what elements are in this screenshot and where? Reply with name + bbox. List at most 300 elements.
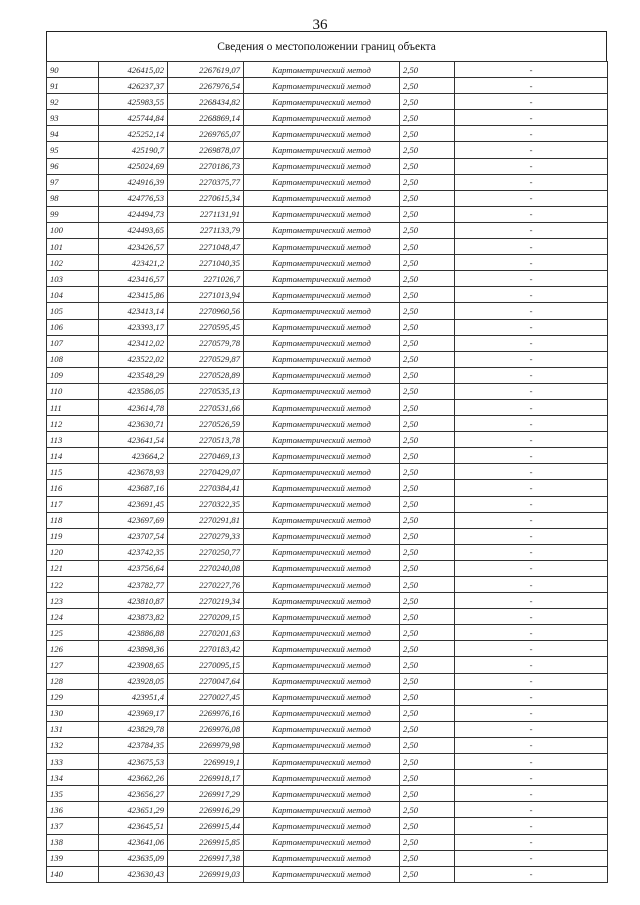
coordinate-x: 423873,82: [99, 609, 168, 625]
coordinate-x: 423426,57: [99, 239, 168, 255]
point-description: -: [455, 416, 608, 432]
coordinate-y: 2268869,14: [168, 110, 244, 126]
point-description: -: [455, 689, 608, 705]
coordinate-x: 423412,02: [99, 335, 168, 351]
point-number: 113: [47, 432, 99, 448]
determination-method: Картометрический метод: [244, 609, 400, 625]
table-row: [47, 190, 608, 206]
coordinate-y: 2270183,42: [168, 641, 244, 657]
coordinate-x: 423651,29: [99, 802, 168, 818]
determination-method: Картометрический метод: [244, 721, 400, 737]
point-number: 139: [47, 850, 99, 866]
coordinate-x: 423928,05: [99, 673, 168, 689]
determination-method: Картометрический метод: [244, 94, 400, 110]
coordinate-y: 2269878,07: [168, 142, 244, 158]
table-row: [47, 110, 608, 126]
coordinate-y: 2271133,79: [168, 222, 244, 238]
table-row: [47, 287, 608, 303]
point-number: 108: [47, 351, 99, 367]
coordinate-x: 423548,29: [99, 367, 168, 383]
table-row: [47, 705, 608, 721]
point-number: 104: [47, 287, 99, 303]
table-row: [47, 383, 608, 399]
table-row: [47, 737, 608, 753]
coordinate-y: 2271040,35: [168, 255, 244, 271]
coordinate-y: 2270960,56: [168, 303, 244, 319]
point-description: -: [455, 399, 608, 415]
accuracy-value: 2,50: [400, 818, 455, 834]
point-description: -: [455, 850, 608, 866]
table-row: [47, 335, 608, 351]
coordinate-y: 2270528,89: [168, 367, 244, 383]
table-row: [47, 496, 608, 512]
table-row: [47, 432, 608, 448]
table-row: [47, 528, 608, 544]
accuracy-value: 2,50: [400, 174, 455, 190]
point-number: 95: [47, 142, 99, 158]
coordinate-x: 425252,14: [99, 126, 168, 142]
coordinate-y: 2269918,17: [168, 770, 244, 786]
point-description: -: [455, 560, 608, 576]
point-description: -: [455, 271, 608, 287]
coordinate-y: 2270250,77: [168, 544, 244, 560]
table-row: [47, 689, 608, 705]
coordinate-y: 2269917,29: [168, 786, 244, 802]
determination-method: Картометрический метод: [244, 593, 400, 609]
table-row: [47, 786, 608, 802]
accuracy-value: 2,50: [400, 593, 455, 609]
coordinate-y: 2270595,45: [168, 319, 244, 335]
table-row: [47, 593, 608, 609]
determination-method: Картометрический метод: [244, 754, 400, 770]
point-description: -: [455, 834, 608, 850]
table-row: [47, 271, 608, 287]
coordinate-x: 423664,2: [99, 448, 168, 464]
coordinate-x: 423756,64: [99, 560, 168, 576]
accuracy-value: 2,50: [400, 271, 455, 287]
point-description: -: [455, 770, 608, 786]
table-row: [47, 126, 608, 142]
coordinate-y: 2270027,45: [168, 689, 244, 705]
point-description: -: [455, 673, 608, 689]
accuracy-value: 2,50: [400, 786, 455, 802]
point-description: -: [455, 737, 608, 753]
point-description: -: [455, 641, 608, 657]
point-number: 96: [47, 158, 99, 174]
coordinate-y: 2270186,73: [168, 158, 244, 174]
table-row: [47, 641, 608, 657]
coordinate-x: 423522,02: [99, 351, 168, 367]
accuracy-value: 2,50: [400, 319, 455, 335]
table-row: [47, 255, 608, 271]
coordinate-x: 423691,45: [99, 496, 168, 512]
point-description: -: [455, 802, 608, 818]
accuracy-value: 2,50: [400, 335, 455, 351]
coordinate-y: 2270219,34: [168, 593, 244, 609]
point-description: -: [455, 609, 608, 625]
coordinate-x: 423969,17: [99, 705, 168, 721]
table-row: [47, 94, 608, 110]
table-row: [47, 850, 608, 866]
table-row: [47, 577, 608, 593]
table-row: [47, 480, 608, 496]
table-title: Сведения о местоположении границ объекта: [46, 31, 607, 61]
point-description: -: [455, 367, 608, 383]
coordinate-y: 2269919,03: [168, 866, 244, 882]
accuracy-value: 2,50: [400, 367, 455, 383]
coordinate-x: 423614,78: [99, 399, 168, 415]
point-number: 99: [47, 206, 99, 222]
determination-method: Картометрический метод: [244, 399, 400, 415]
determination-method: Картометрический метод: [244, 625, 400, 641]
coordinate-x: 423393,17: [99, 319, 168, 335]
coordinate-x: 425744,84: [99, 110, 168, 126]
table-row: [47, 174, 608, 190]
point-description: -: [455, 786, 608, 802]
coordinate-y: 2267619,07: [168, 62, 244, 78]
accuracy-value: 2,50: [400, 802, 455, 818]
point-number: 97: [47, 174, 99, 190]
point-number: 132: [47, 737, 99, 753]
coordinate-y: 2271048,47: [168, 239, 244, 255]
coordinate-x: 423898,36: [99, 641, 168, 657]
table-row: [47, 754, 608, 770]
determination-method: Картометрический метод: [244, 802, 400, 818]
table-row: [47, 399, 608, 415]
table-row: [47, 770, 608, 786]
point-number: 125: [47, 625, 99, 641]
accuracy-value: 2,50: [400, 158, 455, 174]
point-description: -: [455, 319, 608, 335]
accuracy-value: 2,50: [400, 110, 455, 126]
determination-method: Картометрический метод: [244, 866, 400, 882]
determination-method: Картометрический метод: [244, 657, 400, 673]
coordinate-x: 423886,88: [99, 625, 168, 641]
determination-method: Картометрический метод: [244, 512, 400, 528]
table-row: [47, 609, 608, 625]
coordinate-y: 2269916,29: [168, 802, 244, 818]
point-number: 111: [47, 399, 99, 415]
coordinates-table: [46, 61, 608, 883]
determination-method: Картометрический метод: [244, 222, 400, 238]
determination-method: Картометрический метод: [244, 705, 400, 721]
coordinate-x: 423413,14: [99, 303, 168, 319]
coordinate-x: 423697,69: [99, 512, 168, 528]
coordinate-x: 423416,57: [99, 271, 168, 287]
accuracy-value: 2,50: [400, 560, 455, 576]
coordinate-y: 2270291,81: [168, 512, 244, 528]
determination-method: Картометрический метод: [244, 416, 400, 432]
accuracy-value: 2,50: [400, 577, 455, 593]
determination-method: Картометрический метод: [244, 62, 400, 78]
point-number: 91: [47, 78, 99, 94]
accuracy-value: 2,50: [400, 641, 455, 657]
coordinate-x: 423675,53: [99, 754, 168, 770]
point-description: -: [455, 593, 608, 609]
coordinate-x: 423641,06: [99, 834, 168, 850]
accuracy-value: 2,50: [400, 432, 455, 448]
point-description: -: [455, 303, 608, 319]
determination-method: Картометрический метод: [244, 770, 400, 786]
coordinate-y: 2269976,16: [168, 705, 244, 721]
point-description: -: [455, 190, 608, 206]
table-row: [47, 206, 608, 222]
point-number: 131: [47, 721, 99, 737]
point-description: -: [455, 544, 608, 560]
point-number: 102: [47, 255, 99, 271]
accuracy-value: 2,50: [400, 239, 455, 255]
determination-method: Картометрический метод: [244, 834, 400, 850]
coordinate-x: 423630,43: [99, 866, 168, 882]
point-number: 136: [47, 802, 99, 818]
coordinate-x: 423707,54: [99, 528, 168, 544]
coordinate-y: 2271026,7: [168, 271, 244, 287]
accuracy-value: 2,50: [400, 866, 455, 882]
coordinate-y: 2270047,64: [168, 673, 244, 689]
accuracy-value: 2,50: [400, 512, 455, 528]
point-number: 117: [47, 496, 99, 512]
point-description: -: [455, 577, 608, 593]
determination-method: Картометрический метод: [244, 560, 400, 576]
point-description: -: [455, 158, 608, 174]
point-number: 135: [47, 786, 99, 802]
point-number: 92: [47, 94, 99, 110]
point-description: -: [455, 818, 608, 834]
table-row: [47, 818, 608, 834]
point-description: -: [455, 78, 608, 94]
point-number: 109: [47, 367, 99, 383]
coordinate-y: 2269915,44: [168, 818, 244, 834]
point-number: 94: [47, 126, 99, 142]
point-number: 120: [47, 544, 99, 560]
determination-method: Картометрический метод: [244, 528, 400, 544]
point-number: 140: [47, 866, 99, 882]
determination-method: Картометрический метод: [244, 432, 400, 448]
point-description: -: [455, 239, 608, 255]
point-number: 123: [47, 593, 99, 609]
point-number: 134: [47, 770, 99, 786]
coordinate-y: 2267976,54: [168, 78, 244, 94]
table-row: [47, 416, 608, 432]
point-number: 130: [47, 705, 99, 721]
point-description: -: [455, 174, 608, 190]
point-number: 121: [47, 560, 99, 576]
point-number: 90: [47, 62, 99, 78]
point-description: -: [455, 866, 608, 882]
coordinate-x: 423421,2: [99, 255, 168, 271]
table-row: [47, 158, 608, 174]
table-row: [47, 544, 608, 560]
coordinate-x: 425190,7: [99, 142, 168, 158]
coordinate-y: 2270526,59: [168, 416, 244, 432]
determination-method: Картометрический метод: [244, 110, 400, 126]
determination-method: Картометрический метод: [244, 319, 400, 335]
point-description: -: [455, 255, 608, 271]
accuracy-value: 2,50: [400, 142, 455, 158]
coordinate-x: 423656,27: [99, 786, 168, 802]
coordinate-y: 2270375,77: [168, 174, 244, 190]
coordinate-y: 2269915,85: [168, 834, 244, 850]
determination-method: Картометрический метод: [244, 641, 400, 657]
accuracy-value: 2,50: [400, 78, 455, 94]
coordinate-x: 424916,39: [99, 174, 168, 190]
coordinate-y: 2269979,98: [168, 737, 244, 753]
determination-method: Картометрический метод: [244, 737, 400, 753]
determination-method: Картометрический метод: [244, 786, 400, 802]
accuracy-value: 2,50: [400, 705, 455, 721]
point-number: 93: [47, 110, 99, 126]
coordinate-y: 2271013,94: [168, 287, 244, 303]
coordinate-y: 2270209,15: [168, 609, 244, 625]
accuracy-value: 2,50: [400, 657, 455, 673]
coordinate-y: 2270095,15: [168, 657, 244, 673]
accuracy-value: 2,50: [400, 94, 455, 110]
coordinate-x: 423641,54: [99, 432, 168, 448]
determination-method: Картометрический метод: [244, 577, 400, 593]
determination-method: Картометрический метод: [244, 850, 400, 866]
determination-method: Картометрический метод: [244, 673, 400, 689]
point-description: -: [455, 657, 608, 673]
coordinate-x: 423687,16: [99, 480, 168, 496]
determination-method: Картометрический метод: [244, 78, 400, 94]
table-row: [47, 239, 608, 255]
determination-method: Картометрический метод: [244, 464, 400, 480]
coordinate-x: 424776,53: [99, 190, 168, 206]
accuracy-value: 2,50: [400, 126, 455, 142]
point-description: -: [455, 464, 608, 480]
point-number: 138: [47, 834, 99, 850]
point-number: 127: [47, 657, 99, 673]
determination-method: Картометрический метод: [244, 190, 400, 206]
coordinate-x: 423645,51: [99, 818, 168, 834]
coordinate-x: 423951,4: [99, 689, 168, 705]
point-number: 119: [47, 528, 99, 544]
accuracy-value: 2,50: [400, 528, 455, 544]
determination-method: Картометрический метод: [244, 303, 400, 319]
coordinate-y: 2271131,91: [168, 206, 244, 222]
point-description: -: [455, 62, 608, 78]
point-description: -: [455, 206, 608, 222]
coordinate-x: 423908,65: [99, 657, 168, 673]
accuracy-value: 2,50: [400, 689, 455, 705]
point-description: -: [455, 383, 608, 399]
coordinate-x: 423415,86: [99, 287, 168, 303]
coordinate-y: 2270322,35: [168, 496, 244, 512]
determination-method: Картометрический метод: [244, 383, 400, 399]
point-description: -: [455, 721, 608, 737]
accuracy-value: 2,50: [400, 609, 455, 625]
point-description: -: [455, 94, 608, 110]
coordinate-y: 2270615,34: [168, 190, 244, 206]
table-row: [47, 625, 608, 641]
point-number: 114: [47, 448, 99, 464]
determination-method: Картометрический метод: [244, 126, 400, 142]
accuracy-value: 2,50: [400, 464, 455, 480]
point-number: 115: [47, 464, 99, 480]
coordinate-y: 2268434,82: [168, 94, 244, 110]
determination-method: Картометрический метод: [244, 255, 400, 271]
accuracy-value: 2,50: [400, 721, 455, 737]
coordinate-x: 426415,02: [99, 62, 168, 78]
determination-method: Картометрический метод: [244, 496, 400, 512]
point-description: -: [455, 754, 608, 770]
point-number: 129: [47, 689, 99, 705]
determination-method: Картометрический метод: [244, 351, 400, 367]
accuracy-value: 2,50: [400, 206, 455, 222]
point-number: 100: [47, 222, 99, 238]
coordinate-y: 2270513,78: [168, 432, 244, 448]
determination-method: Картометрический метод: [244, 287, 400, 303]
table-row: [47, 721, 608, 737]
point-description: -: [455, 480, 608, 496]
accuracy-value: 2,50: [400, 399, 455, 415]
coordinate-x: 423742,35: [99, 544, 168, 560]
coordinate-x: 425983,55: [99, 94, 168, 110]
coordinate-x: 424493,65: [99, 222, 168, 238]
point-description: -: [455, 448, 608, 464]
table-row: [47, 512, 608, 528]
point-number: 112: [47, 416, 99, 432]
accuracy-value: 2,50: [400, 625, 455, 641]
accuracy-value: 2,50: [400, 754, 455, 770]
point-description: -: [455, 126, 608, 142]
coordinate-x: 423784,35: [99, 737, 168, 753]
accuracy-value: 2,50: [400, 416, 455, 432]
point-number: 110: [47, 383, 99, 399]
accuracy-value: 2,50: [400, 448, 455, 464]
coordinate-y: 2270579,78: [168, 335, 244, 351]
accuracy-value: 2,50: [400, 673, 455, 689]
coordinate-y: 2269765,07: [168, 126, 244, 142]
determination-method: Картометрический метод: [244, 271, 400, 287]
coordinate-x: 424494,73: [99, 206, 168, 222]
accuracy-value: 2,50: [400, 544, 455, 560]
coordinate-y: 2270469,13: [168, 448, 244, 464]
determination-method: Картометрический метод: [244, 158, 400, 174]
coordinate-x: 423810,87: [99, 593, 168, 609]
accuracy-value: 2,50: [400, 834, 455, 850]
table-row: [47, 142, 608, 158]
table-row: [47, 802, 608, 818]
table-row: [47, 657, 608, 673]
coordinate-y: 2270429,07: [168, 464, 244, 480]
point-description: -: [455, 705, 608, 721]
point-number: 128: [47, 673, 99, 689]
point-description: -: [455, 335, 608, 351]
point-number: 133: [47, 754, 99, 770]
point-description: -: [455, 432, 608, 448]
point-number: 101: [47, 239, 99, 255]
coordinate-x: 423586,05: [99, 383, 168, 399]
point-number: 107: [47, 335, 99, 351]
coordinate-y: 2270279,33: [168, 528, 244, 544]
point-number: 105: [47, 303, 99, 319]
point-number: 137: [47, 818, 99, 834]
accuracy-value: 2,50: [400, 850, 455, 866]
coordinate-x: 423829,78: [99, 721, 168, 737]
point-description: -: [455, 222, 608, 238]
coordinate-y: 2270240,08: [168, 560, 244, 576]
accuracy-value: 2,50: [400, 770, 455, 786]
point-number: 118: [47, 512, 99, 528]
coordinate-y: 2270384,41: [168, 480, 244, 496]
accuracy-value: 2,50: [400, 480, 455, 496]
coordinate-x: 423635,09: [99, 850, 168, 866]
table-row: [47, 351, 608, 367]
accuracy-value: 2,50: [400, 287, 455, 303]
determination-method: Картометрический метод: [244, 818, 400, 834]
coordinate-y: 2270201,63: [168, 625, 244, 641]
